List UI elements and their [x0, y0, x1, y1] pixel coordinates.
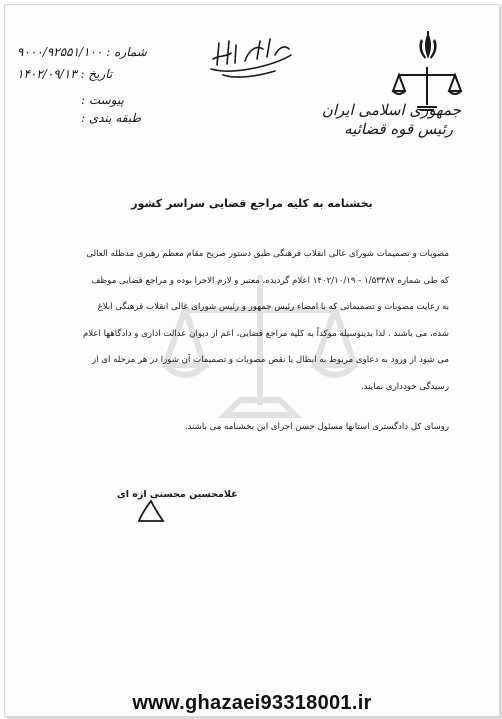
body-line: شده، می باشند . لذا بدینوسیله موکداً به کلیه مراجع قضایی، اعم از دیوان عدالت اداری و دادگاهها اعلام	[82, 328, 449, 339]
meta-date-label: تاریخ :	[80, 67, 113, 81]
meta-date-row	[17, 67, 112, 81]
meta-number-label: شماره :	[106, 45, 147, 59]
meta-attachment-label: پیوست :	[81, 93, 124, 107]
circular-body	[31, 241, 449, 400]
body-line: رسیدگی خودداری نمایند.	[360, 381, 449, 392]
body-line: که طی شماره ۱/۵۳۳۸۷ - ۱۴۰۲/۱۰/۱۹ اعلام گردیده، معتبر و لازم الاجرا بوده و مراجع قضایی موظف	[91, 275, 449, 286]
org-line-office: رئیس قوه قضائیه	[344, 120, 453, 138]
meta-number-value: ۹۰۰۰/۹۲۵۵۱/۱۰۰	[17, 45, 103, 59]
closing-sentence: روسای کل دادگستری استانها مسئول حسن اجرای این بخشنامه می باشند.	[184, 422, 449, 432]
handwritten-signature-icon	[131, 497, 171, 525]
circular-title: بخشنامه به کلیه مراجع قضایی سراسر کشور	[131, 197, 373, 210]
meta-classification-row	[81, 111, 141, 125]
bismillah-calligraphy-icon	[205, 35, 295, 83]
meta-number-row	[17, 45, 147, 59]
meta-date-value: ۱۴۰۲/۰۹/۱۳	[17, 67, 77, 81]
letter-page	[4, 4, 500, 717]
org-line-country: جمهوری اسلامی ایران	[321, 101, 461, 119]
organization-header	[322, 101, 461, 139]
body-line: به رعایت مصوبات و تصمیماتی که با امضاء رئیس جمهور و رئیس شورای عالی انقلاب فرهنگی ابلاغ	[97, 302, 449, 312]
body-line: مصوبات و تصمیمات شورای عالی انقلاب فرهنگی طبق دستور صریح مقام معظم رهبری مدظله العالی	[86, 249, 449, 259]
body-line: می شود از ورود به دعاوی مربوط به ابطال یا نقض مصوبات و تصمیمات آن شورا در هر مرحله ای از	[92, 355, 449, 365]
meta-classification-label: طبقه بندی :	[81, 111, 141, 125]
signer-name: غلامحسین محسنی اژه ای	[117, 489, 238, 500]
iran-emblem-icon	[415, 31, 441, 63]
meta-attachment-row	[81, 93, 124, 107]
footer-website-url[interactable]: www.ghazaei93318001.ir	[132, 692, 372, 714]
